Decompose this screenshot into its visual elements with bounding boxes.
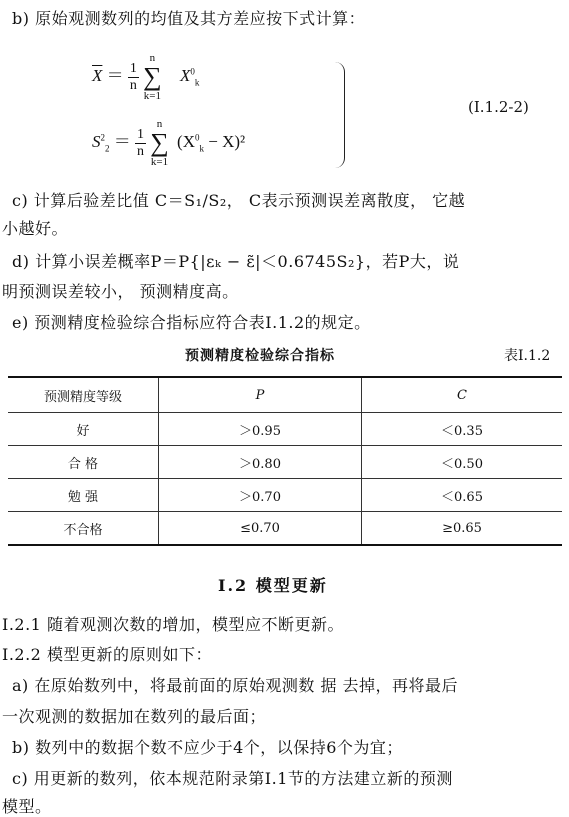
formula-brace: [330, 62, 345, 168]
variance-lhs: S: [92, 131, 101, 151]
rule-b-line: b) 数列中的数据个数不应少于4个，以保持6个为宜；: [12, 738, 403, 757]
rule-c-line-2: 模型。: [2, 797, 52, 816]
variance-formula: $S^2_2$ ＝ $\frac{1}{n}$ n ∑ k=1 $(X^0_k - X)^2$: [92, 118, 246, 168]
table-row: [8, 479, 562, 512]
variance-fraction: $\frac{1}{n}$: [137, 126, 144, 159]
table-header-row: [8, 377, 562, 413]
cell-p: ＞0.70: [159, 479, 362, 512]
d-line-1: d) 计算小误差概率P＝P{|εₖ − ε̃|＜0.6745S₂}，若P大，说: [12, 252, 460, 271]
c-line-2: 小越好。: [2, 219, 69, 238]
intro-b-line: b) 原始观测数列的均值及其方差应按下式计算：: [12, 9, 366, 28]
accuracy-table: [8, 376, 562, 546]
table-row: [8, 413, 562, 446]
section-heading: Ⅰ.2 模型更新: [218, 576, 328, 595]
cell-c: ≥0.65: [442, 520, 482, 536]
header-grade: 预测精度等级: [8, 377, 159, 413]
clause-1-2-2: Ⅰ.2.2 模型更新的原则如下：: [2, 645, 212, 664]
cell-p: ＞0.80: [159, 446, 362, 479]
variance-body: (X: [177, 131, 195, 151]
e-line: e) 预测精度检验综合指标应符合表Ⅰ.1.2的规定。: [12, 313, 371, 332]
rule-a-line-2: 一次观测的数据加在数列的最后面；: [2, 707, 267, 726]
mean-sum: n ∑ k=1: [143, 52, 162, 102]
variance-sum: n ∑ k=1: [150, 118, 169, 168]
table-row: [8, 446, 562, 479]
cell-p: ≤0.70: [159, 512, 362, 546]
mean-lhs: $\overline{X}$: [92, 65, 103, 85]
cell-grade: 勉 强: [8, 479, 159, 512]
d-line-2: 明预测误差较小， 预测精度高。: [2, 282, 239, 301]
clause-1-2-1: Ⅰ.2.1 随着观测次数的增加，模型应不断更新。: [2, 615, 344, 634]
mean-formula: $\overline{X}$ ＝ $\frac{1}{n}$ n ∑ k=1 $X^0_k$: [92, 52, 200, 102]
table-number: 表Ⅰ.1.2: [504, 348, 551, 364]
table-title: 预测精度检验综合指标: [185, 348, 335, 364]
header-c: C: [362, 377, 563, 413]
rule-c-line-1: c) 用更新的数列，依本规范附录第Ⅰ.1节的方法建立新的预测: [12, 769, 453, 788]
mean-fraction: $\frac{1}{n}$: [129, 60, 137, 93]
mean-term: X: [179, 65, 191, 85]
c-line-1: c) 计算后验差比值 C＝S₁/S₂， C表示预测误差离散度， 它越: [12, 191, 466, 210]
cell-grade: 合 格: [8, 446, 159, 479]
equation-number: (Ⅰ.1.2-2): [468, 98, 529, 116]
rule-a-line-1: a) 在原始数列中，将最前面的原始观测数 据 去掉，再将最后: [12, 676, 459, 695]
cell-grade: 好: [8, 413, 159, 446]
cell-grade: 不合格: [8, 512, 159, 546]
cell-c: ＜0.65: [362, 479, 563, 512]
cell-p: ＞0.95: [159, 413, 362, 446]
header-p: P: [159, 377, 362, 413]
cell-c: ＜0.35: [362, 413, 563, 446]
cell-c: ＜0.50: [362, 446, 563, 479]
variance-tail: − X)²: [208, 131, 246, 151]
table-row: [8, 512, 562, 546]
